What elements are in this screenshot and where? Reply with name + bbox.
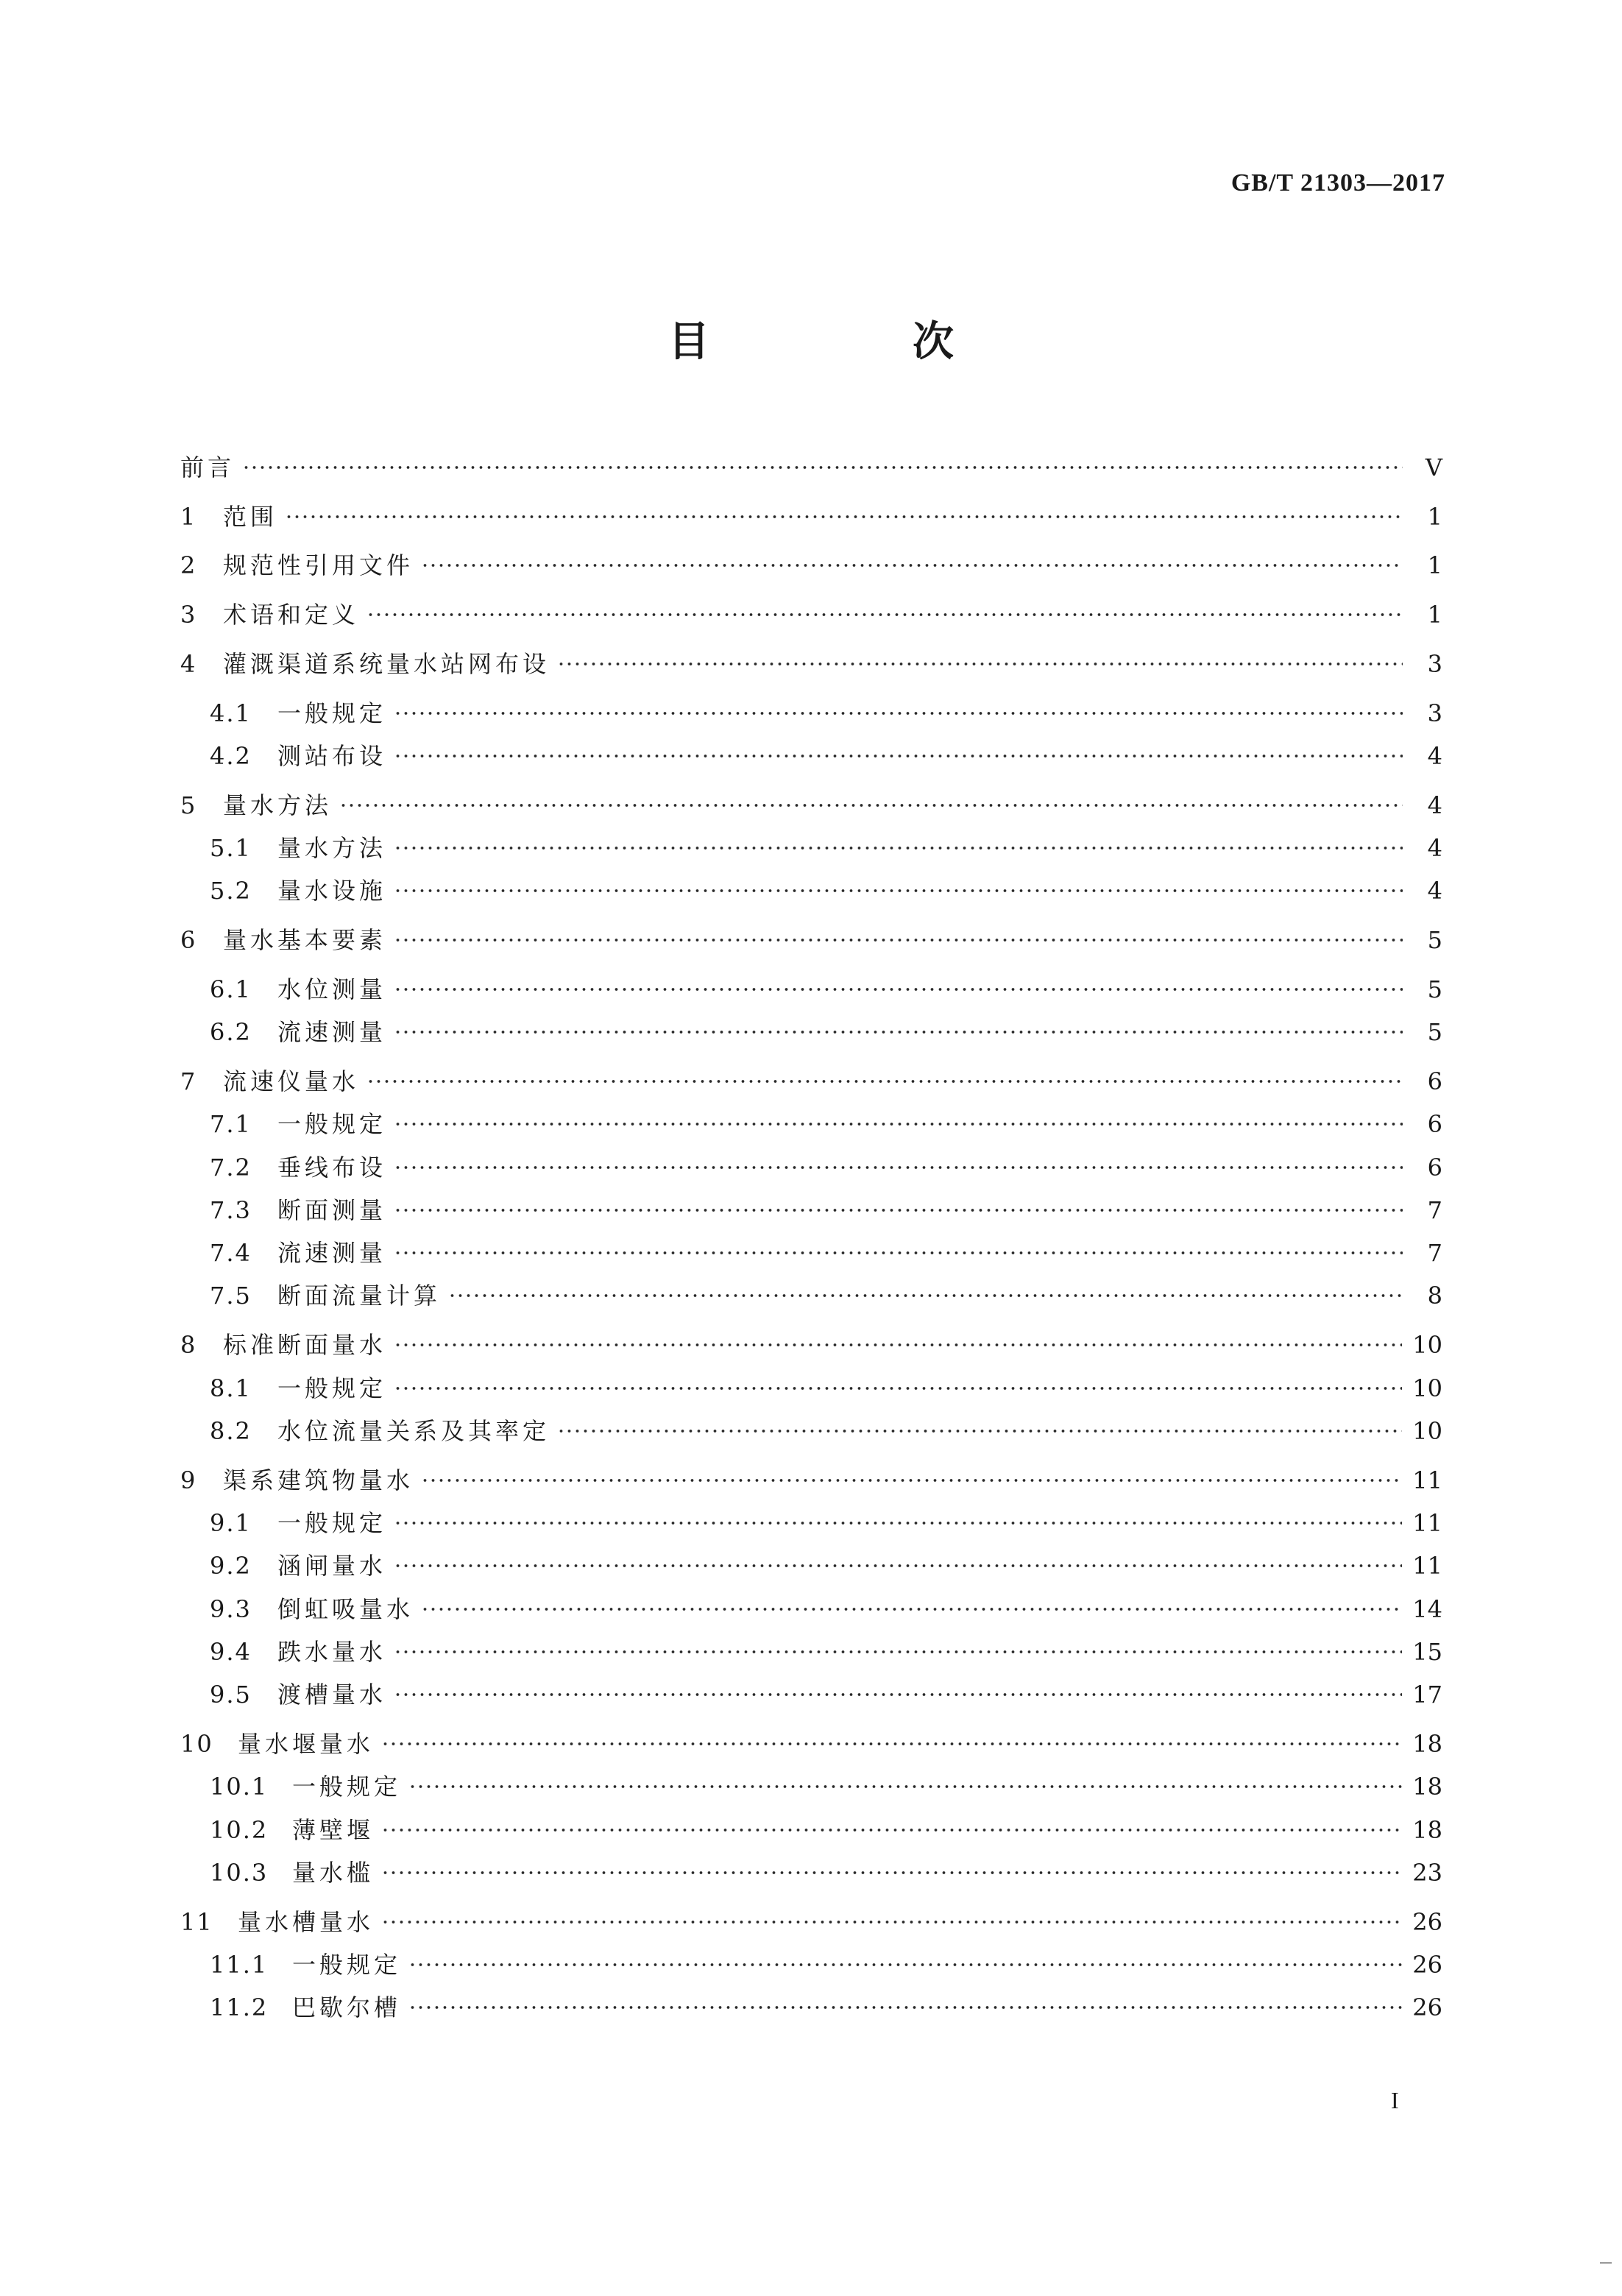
- toc-entry[interactable]: [180, 1725, 1442, 1762]
- toc-entry-page: 4: [1427, 791, 1442, 819]
- toc-subentry[interactable]: [180, 695, 1442, 732]
- toc-entry-page: 18: [1412, 1816, 1442, 1844]
- toc-entry-number: 7.2: [210, 1154, 252, 1181]
- toc-entry-number: 1: [180, 503, 197, 531]
- dot-leader: [557, 659, 1403, 669]
- toc-entry-number: 9: [180, 1466, 197, 1494]
- toc-entry-number: 5: [180, 791, 197, 819]
- toc-entry-label: 前言: [180, 453, 235, 481]
- toc-entry-label: 倒虹吸量水: [277, 1595, 414, 1623]
- toc-entry-label: 一般规定: [292, 1951, 402, 1979]
- toc-entry-label: 巴歇尔槽: [292, 1993, 402, 2021]
- page-title: 目 次: [668, 317, 1035, 366]
- toc-subentry[interactable]: [180, 1676, 1442, 1713]
- toc-entry-page: 18: [1412, 1730, 1442, 1758]
- toc-entry-page: 5: [1427, 975, 1442, 1003]
- toc-entry-number: 4.2: [210, 742, 252, 770]
- toc-entry-number: 9.5: [210, 1681, 252, 1709]
- dot-leader: [381, 1868, 1402, 1878]
- dot-leader: [421, 560, 1403, 571]
- dot-leader: [394, 1518, 1402, 1528]
- toc-subentry[interactable]: [180, 1854, 1442, 1891]
- toc-entry-number: 5.2: [210, 877, 252, 905]
- toc-entry-number: 7.4: [210, 1239, 252, 1267]
- toc-entry[interactable]: [180, 498, 1442, 535]
- dot-leader: [394, 935, 1403, 945]
- toc-entry-label: 水位测量: [277, 975, 387, 1003]
- toc-entry-label: 量水设施: [277, 877, 387, 905]
- toc-entry-number: 3: [180, 601, 197, 629]
- toc-entry-number: 10: [180, 1730, 213, 1758]
- toc-entry-number: 8.1: [210, 1374, 252, 1402]
- toc-entry-page: 4: [1427, 877, 1442, 905]
- toc-entry-number: 10.3: [210, 1859, 269, 1887]
- toc-entry-label: 流速测量: [277, 1018, 387, 1046]
- toc-entry-label: 涵闸量水: [277, 1552, 387, 1580]
- dot-leader: [394, 1561, 1402, 1571]
- toc-entry-page: 6: [1427, 1110, 1442, 1138]
- toc-entry[interactable]: [180, 1462, 1442, 1499]
- toc-entry-label: 量水槛: [292, 1859, 375, 1887]
- toc-entry-label: 范围: [223, 503, 278, 531]
- toc-entry-label: 渠系建筑物量水: [223, 1466, 414, 1494]
- toc-entry[interactable]: [180, 787, 1442, 824]
- toc-subentry[interactable]: [180, 1192, 1442, 1229]
- toc-entry[interactable]: [180, 1904, 1442, 1940]
- toc-entry-number: 7.1: [210, 1110, 252, 1138]
- toc-subentry[interactable]: [180, 830, 1442, 866]
- toc-entry-number: 6.1: [210, 975, 252, 1003]
- toc-subentry[interactable]: [180, 1591, 1442, 1628]
- dot-leader: [408, 1781, 1402, 1792]
- toc-entry-label: 量水堰量水: [238, 1730, 375, 1758]
- toc-entry-label: 薄壁堰: [292, 1816, 375, 1844]
- toc-entry-label: 一般规定: [277, 699, 387, 727]
- toc-entry-number: 4: [180, 650, 197, 678]
- toc-entry-label: 一般规定: [292, 1773, 402, 1801]
- dot-leader: [366, 1076, 1403, 1087]
- toc-entry-page: 10: [1412, 1374, 1442, 1402]
- dot-leader: [394, 1205, 1403, 1215]
- toc-entry[interactable]: [180, 922, 1442, 958]
- toc-entry-page: 11: [1412, 1466, 1442, 1494]
- toc-entry-page: 7: [1427, 1196, 1442, 1224]
- toc-entry-label: 水位流量关系及其率定: [277, 1417, 550, 1445]
- dot-leader: [557, 1426, 1402, 1436]
- toc-entry-label: 规范性引用文件: [223, 551, 414, 579]
- toc-entry-number: 8: [180, 1331, 197, 1359]
- toc-entry-number: 10.1: [210, 1773, 269, 1801]
- toc-subentry[interactable]: [180, 1413, 1442, 1449]
- toc-entry-number: 11.2: [210, 1993, 269, 2021]
- toc-entry-number: 10.2: [210, 1816, 269, 1844]
- toc-subentry[interactable]: [180, 1106, 1442, 1142]
- dot-leader: [381, 1825, 1402, 1835]
- toc-subentry[interactable]: [180, 1812, 1442, 1848]
- toc-subentry[interactable]: [180, 1946, 1442, 1983]
- dot-leader: [394, 1647, 1402, 1657]
- toc-entry-label: 一般规定: [277, 1374, 387, 1402]
- footer-page-number: I: [1391, 2087, 1399, 2113]
- toc-entry-page: 11: [1412, 1509, 1442, 1537]
- toc-entry-number: 9.4: [210, 1638, 252, 1666]
- toc-entry-page: 18: [1412, 1773, 1442, 1801]
- toc-entry-label: 跌水量水: [277, 1638, 387, 1666]
- toc-subentry[interactable]: [180, 1505, 1442, 1541]
- toc-entry-number: 9.3: [210, 1595, 252, 1623]
- toc-entry-page: 10: [1412, 1331, 1442, 1359]
- toc-entry-number: 6: [180, 926, 197, 954]
- toc-subentry[interactable]: [180, 1370, 1442, 1407]
- scan-corner-mark: [1600, 2262, 1612, 2264]
- toc-entry-page: 26: [1412, 1993, 1442, 2021]
- toc-entry-page: 15: [1412, 1638, 1442, 1666]
- toc-entry-label: 一般规定: [277, 1509, 387, 1537]
- toc-subentry[interactable]: [180, 1547, 1442, 1584]
- toc-entry-number: 7.5: [210, 1282, 252, 1310]
- toc-entry[interactable]: [180, 596, 1442, 633]
- toc-subentry[interactable]: [180, 971, 1442, 1008]
- toc-entry-label: 灌溉渠道系统量水站网布设: [223, 650, 550, 678]
- toc-entry-page: 26: [1412, 1908, 1442, 1936]
- toc-entry-label: 流速仪量水: [223, 1067, 360, 1095]
- toc-entry-label: 垂线布设: [277, 1154, 387, 1181]
- toc-entry-number: 9.2: [210, 1552, 252, 1580]
- dot-leader: [394, 1248, 1403, 1258]
- toc-entry[interactable]: [180, 547, 1442, 584]
- toc-entry-page: 7: [1427, 1239, 1442, 1267]
- toc-entry-number: 11.1: [210, 1951, 269, 1979]
- toc-entry[interactable]: [180, 1063, 1442, 1100]
- toc-entry-page: 8: [1427, 1282, 1442, 1310]
- toc-entry-label: 测站布设: [277, 742, 387, 770]
- dot-leader: [421, 1604, 1402, 1614]
- toc-entry-page: 11: [1412, 1552, 1442, 1580]
- toc-entry-label: 标准断面量水: [223, 1331, 387, 1359]
- toc-subentry[interactable]: [180, 1014, 1442, 1050]
- dot-leader: [381, 1917, 1402, 1927]
- document-code: GB/T 21303—2017: [1230, 169, 1445, 197]
- toc-subentry[interactable]: [180, 1633, 1442, 1670]
- toc-entry-page: 26: [1412, 1951, 1442, 1979]
- toc-entry-number: 5.1: [210, 834, 252, 862]
- toc-entry-page: 1: [1427, 503, 1442, 531]
- dot-leader: [394, 1119, 1403, 1129]
- toc-entry-page: 3: [1427, 650, 1442, 678]
- dot-leader: [394, 751, 1403, 761]
- toc-entry-page: 4: [1427, 742, 1442, 770]
- toc-entry-label: 量水方法: [223, 791, 333, 819]
- dot-leader: [408, 2002, 1402, 2013]
- dot-leader: [242, 462, 1403, 473]
- toc-entry-number: 7.3: [210, 1196, 252, 1224]
- toc-entry-label: 断面测量: [277, 1196, 387, 1224]
- toc-entry-page: 3: [1427, 699, 1442, 727]
- toc-entry-label: 量水槽量水: [238, 1908, 375, 1936]
- toc-entry-label: 术语和定义: [223, 601, 360, 629]
- toc-entry-number: 4.1: [210, 699, 252, 727]
- toc-entry[interactable]: [180, 646, 1442, 682]
- dot-leader: [394, 1340, 1402, 1350]
- dot-leader: [394, 1383, 1402, 1394]
- dot-leader: [285, 512, 1403, 522]
- toc-entry-number: 2: [180, 551, 197, 579]
- toc-entry-page: 1: [1427, 551, 1442, 579]
- toc-entry-number: 6.2: [210, 1018, 252, 1046]
- dot-leader: [394, 843, 1403, 853]
- toc-entry[interactable]: [180, 1327, 1442, 1363]
- dot-leader: [448, 1290, 1403, 1301]
- toc-entry-number: 9.1: [210, 1509, 252, 1537]
- dot-leader: [394, 708, 1403, 718]
- toc-entry-page: 10: [1412, 1417, 1442, 1445]
- toc-entry[interactable]: [180, 449, 1442, 486]
- toc-entry-number: 8.2: [210, 1417, 252, 1445]
- toc-subentry[interactable]: [180, 1234, 1442, 1271]
- toc-entry-page: 17: [1412, 1681, 1442, 1709]
- dot-leader: [366, 610, 1403, 620]
- dot-leader: [381, 1739, 1402, 1749]
- dot-leader: [339, 800, 1403, 810]
- toc-entry-page: 6: [1427, 1067, 1442, 1095]
- toc-entry-number: 7: [180, 1067, 197, 1095]
- toc-entry-page: 5: [1427, 926, 1442, 954]
- dot-leader: [394, 1689, 1402, 1700]
- toc-subentry[interactable]: [180, 738, 1442, 774]
- toc-subentry[interactable]: [180, 872, 1442, 909]
- toc-subentry[interactable]: [180, 1768, 1442, 1805]
- toc-entry-page: 1: [1427, 601, 1442, 629]
- toc-entry-label: 流速测量: [277, 1239, 387, 1267]
- toc-entry-page: 5: [1427, 1018, 1442, 1046]
- toc-subentry[interactable]: [180, 1989, 1442, 2026]
- toc-entry-page: V: [1425, 453, 1442, 481]
- dot-leader: [394, 984, 1403, 995]
- toc-subentry[interactable]: [180, 1149, 1442, 1186]
- toc-entry-page: 4: [1427, 834, 1442, 862]
- toc-entry-page: 23: [1412, 1859, 1442, 1887]
- toc-entry-page: 6: [1427, 1154, 1442, 1181]
- dot-leader: [421, 1475, 1402, 1486]
- dot-leader: [408, 1960, 1402, 1970]
- dot-leader: [394, 1162, 1403, 1173]
- toc-entry-page: 14: [1412, 1595, 1442, 1623]
- toc-entry-label: 一般规定: [277, 1110, 387, 1138]
- toc-entry-label: 量水基本要素: [223, 926, 387, 954]
- dot-leader: [394, 1027, 1403, 1037]
- dot-leader: [394, 886, 1403, 896]
- toc-subentry[interactable]: [180, 1277, 1442, 1314]
- toc-entry-number: 11: [180, 1908, 213, 1936]
- toc-entry-label: 量水方法: [277, 834, 387, 862]
- toc-entry-label: 渡槽量水: [277, 1681, 387, 1709]
- toc-entry-label: 断面流量计算: [277, 1282, 442, 1310]
